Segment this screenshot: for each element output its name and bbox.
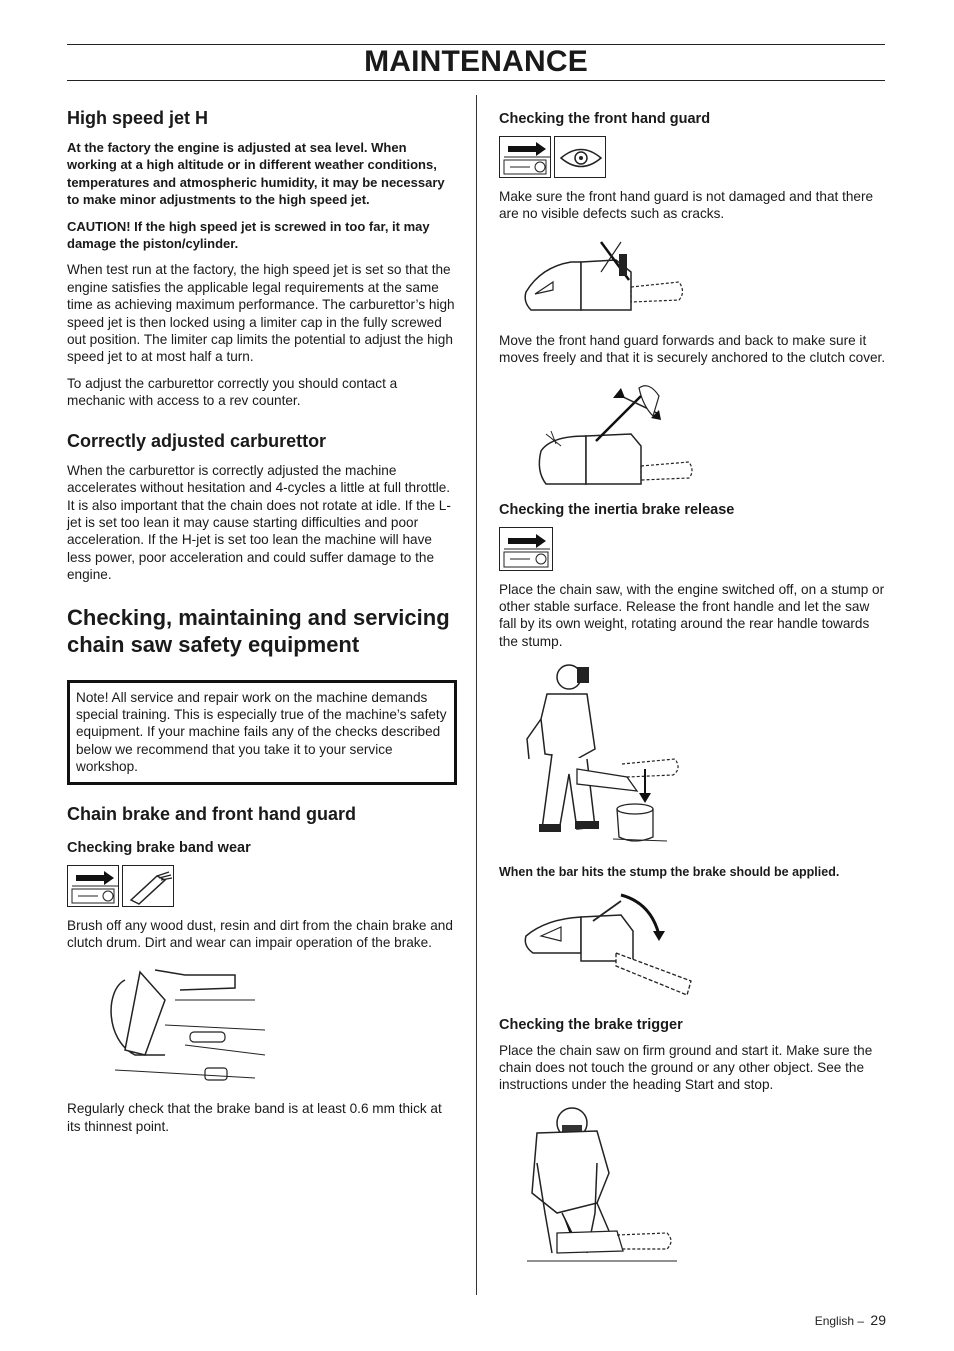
arrow-stop-icon: [67, 865, 119, 907]
inertia-brake-paragraph: Place the chain saw, with the engine switched off, on a stump or other stable surface. Release the front handle and let the saw fall by its own weight, rotating around the rear handle towards the stump.: [499, 581, 885, 649]
brake-band-paragraph-2: Regularly check that the brake band is at least 0.6 mm thick at its thinnest point.: [67, 1101, 442, 1134]
column-divider: [476, 95, 477, 1295]
left-column: [67, 95, 457, 1144]
subheading-front-hand-guard: Checking the front hand guard: [499, 111, 711, 127]
subheading-brake-trigger: Checking the brake trigger: [499, 1016, 683, 1033]
arrow-stop-icon: [499, 136, 551, 178]
page-number: 29: [870, 1312, 886, 1328]
note-text: Note! All service and repair work on the machine demands special training. This is especially true of the machine’s safety equipment. If your machine fails any of the checks described below we recommend that you take it to your service workshop.: [76, 689, 447, 775]
brake-trigger-illustration: [517, 1103, 687, 1268]
section-heading-chain-brake: Chain brake and front hand guard: [67, 803, 357, 824]
brush-icon: [122, 865, 174, 907]
section-heading-carburettor: Correctly adjusted carburettor: [67, 430, 327, 451]
brake-band-illustration: [95, 960, 275, 1090]
high-speed-jet-paragraph-2: To adjust the carburettor correctly you should contact a mechanic with access to a rev counter.: [67, 375, 398, 409]
brake-band-pictograms: [67, 865, 457, 907]
page-footer: [815, 1312, 886, 1328]
footer-language: English: [814, 1314, 855, 1328]
subheading-brake-band-wear: Checking brake band wear: [67, 839, 251, 856]
section-heading-high-speed-jet: High speed jet H: [67, 108, 209, 128]
subheading-inertia-brake: Checking the inertia brake release: [499, 501, 735, 518]
note-box: [67, 680, 457, 785]
arrow-stop-icon: [499, 527, 553, 571]
brake-band-paragraph-1: Brush off any wood dust, resin and dirt from the chain brake and clutch drum. Dirt and wear can impair operation of the brake.: [67, 917, 453, 950]
page-header: [67, 44, 885, 81]
inertia-brake-rotation-illustration: [521, 891, 701, 1006]
section-heading-safety-equipment: Checking, maintaining and servicing chain saw safety equipment: [67, 604, 450, 657]
inertia-brake-illustration: [517, 659, 687, 854]
high-speed-jet-intro: At the factory the engine is adjusted at sea level. When working at a high altitude or in different weather conditions, temperatures and atmospheric humidity, it may be necessary to make minor adjustments to the high speed jet.: [67, 140, 445, 208]
inertia-brake-caption: When the bar hits the stump the brake should be applied.: [499, 865, 840, 880]
page-title: MAINTENANCE: [364, 45, 588, 78]
high-speed-jet-caution: CAUTION! If the high speed jet is screwed in too far, it may damage the piston/cylinder.: [67, 218, 430, 252]
brake-trigger-paragraph: Place the chain saw on firm ground and start it. Make sure the chain does not touch the ground or any other object. See the instructions under the heading Start and stop.: [499, 1042, 873, 1093]
hand-guard-illustration: [521, 232, 691, 322]
high-speed-jet-paragraph-1: When test run at the factory, the high speed jet is set so that the engine satisfies the applicable legal requirements at the same time as achieving maximum performance. The carburettor’s high speed jet is then locked using a limiter cap in the fully screwed out position. The limiter cap limits the potential to adjust the high speed jet to at most half a turn.: [67, 262, 455, 365]
eye-inspect-icon: [554, 136, 606, 178]
hand-guard-paragraph-1: Make sure the front hand guard is not damaged and that there are no visible defects such as cracks.: [499, 189, 874, 222]
right-column: [499, 95, 887, 1278]
hand-guard-movement-illustration: [521, 376, 701, 491]
inertia-brake-pictograms: [499, 527, 887, 571]
hand-guard-paragraph-2: Move the front hand guard forwards and back to make sure it moves freely and that it is securely anchored to the clutch cover.: [499, 332, 886, 366]
hand-guard-pictograms: [499, 136, 887, 178]
footer-separator: –: [857, 1314, 865, 1328]
carburettor-paragraph: When the carburettor is correctly adjusted the machine accelerates without hesitation and 4-cycles a little at full throttle. It is also important that the chain does not rotate at idle. If the L-jet is set too lean it may cause starting difficulties and poor acceleration. If the H-jet is set too lean the machine will have less power, poor acceleration and could suffer damage to the engine.: [67, 462, 451, 583]
